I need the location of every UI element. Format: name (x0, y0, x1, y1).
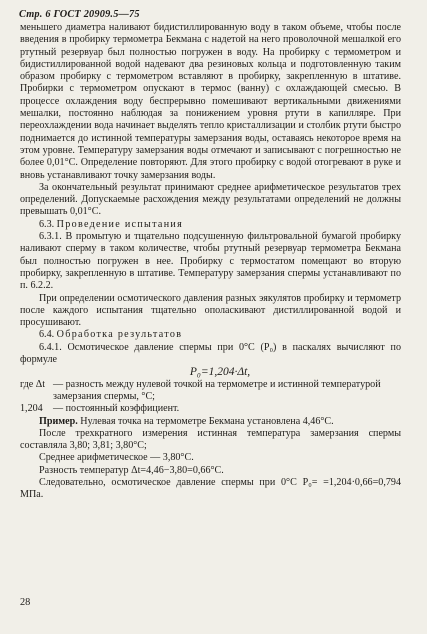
definition-symbol: где Δt (20, 378, 46, 390)
section-heading-6-4 (20, 329, 401, 341)
paragraph-continued: меньшего диаметра наливают бидистиллированную воду в таком объеме, чтобы после введения в пробирку термометра Бекмана с надетой на него проволочной мешалкой его ртутный резервуар был полностью погружен в воду. На пробирку с термометром и бидистиллированной водой надевают два резиновых кольца и подготовленную таким образом пробирку с термометром вставляют в пробирку, закрепленную в штативе. Пробирки с термометром опускают в термос (ванну) с охлаждающей смесью. В процессе охлаждения воду беспрерывно помешивают вертикальными движениями мешалки, постоянно наблюдая за понижением уровня ртути в капилляре. При переохлаждении вода начинает выделять тепло кристаллизации и столбик ртути быстро поднимается до истинной температуры замерзания воды, оставаясь некоторое время на этом уровне. Температуру замерзания воды отмечают и записывают с погрешностью не более 0,01°С. Определение повторяют. Для этого пробирку с водой отогревают в руке и вновь устанавливают точку замерзания воды. (20, 22, 401, 181)
page-number: 28 (20, 597, 31, 608)
example-line: Среднее арифметическое — 3,80°С. (39, 452, 194, 464)
section-number: 6.3. (39, 218, 55, 230)
example-line: После трехкратного измерения истинная температура замерзания спермы составляла 3,80; 3,81; 3,80°С; (20, 427, 401, 452)
page-header: Стр. 6 ГОСТ 20909.5—75 (19, 9, 140, 20)
example-line: Следовательно, осмотическое давление спермы при 0°С P₀= =1,204·0,66=0,794 МПа. (20, 476, 401, 501)
section-heading-6-3 (20, 219, 401, 231)
definition-item (20, 403, 401, 415)
document-body (20, 22, 401, 502)
section-title: Проведение испытания (56, 218, 184, 230)
paragraph-osmotic-rinse: При определении осмотического давления разных эякулятов пробирку и термометр после каждого испытания тщательно ополаскивают дистиллированной водой и просушивают. (20, 292, 401, 329)
paragraph-final-result: За окончательный результат принимают среднее арифметическое результатов трех определений. Допускаемые расхождения между результатами определений не должны превышать 0,01°С. (20, 181, 401, 218)
section-title: Обработка результатов (56, 329, 183, 341)
paragraph-6-3-1: 6.3.1. В промытую и тщательно подсушенную фильтровальной бумагой пробирку наливают сперму в таком количестве, чтобы ртутный резервуар термометра Бекмана был полностью погружен в нее. Пробирку с термостатом помещают во вторую пробирку, закрепленную в штативе. Температуру замерзания спермы устанавливают по п. 6.2.2. (20, 231, 401, 292)
definitions-list (20, 379, 401, 416)
definition-item (20, 379, 401, 404)
definition-text: — разность между нулевой точкой на термометре и истинной температурой замерзания спермы, °С; (53, 378, 381, 402)
example-text: Нулевая точка на термометре Бекмана установлена 4,46°С. (77, 415, 334, 427)
example-paragraph (20, 416, 401, 428)
definition-text: — постоянный коэффициент. (53, 403, 180, 415)
paragraph-6-4-1: 6.4.1. Осмотическое давление спермы при 0°С (P₀) в паскалях вычисляют по формуле (20, 341, 401, 366)
example-label: Пример. (39, 415, 78, 427)
example-line: Разность температур Δt=4,46−3,80=0,66°С. (39, 464, 224, 476)
formula: P₀=1,204·Δt, (189, 366, 251, 379)
definition-symbol: 1,204 (20, 403, 43, 415)
section-number: 6.4. (39, 329, 55, 341)
